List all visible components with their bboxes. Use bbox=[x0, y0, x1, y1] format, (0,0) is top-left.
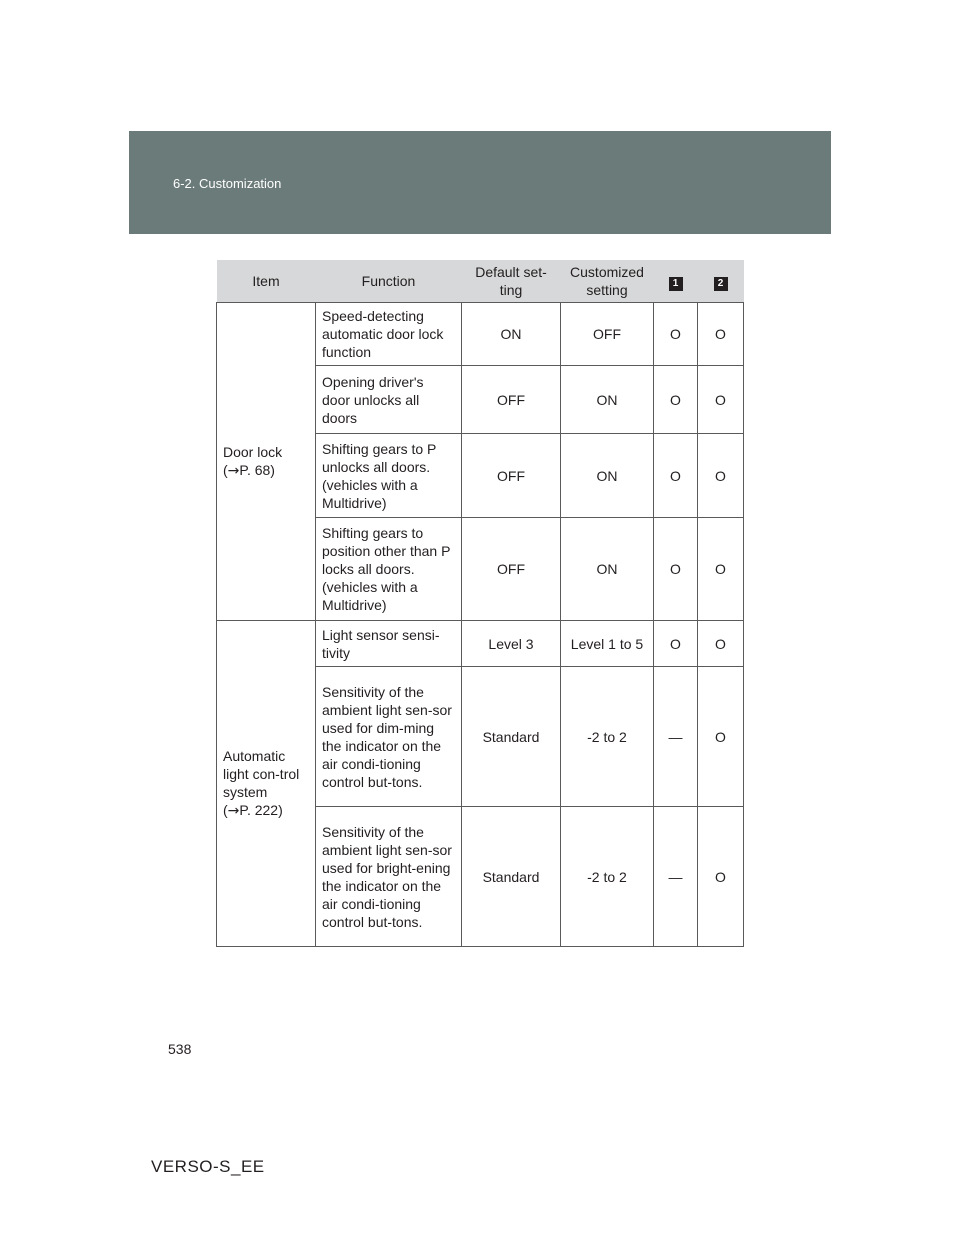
method1-cell: O bbox=[654, 366, 698, 434]
number-2-badge: 2 bbox=[714, 277, 728, 291]
method2-cell: O bbox=[698, 518, 744, 621]
number-1-badge: 1 bbox=[669, 277, 683, 291]
default-cell: OFF bbox=[462, 366, 561, 434]
method2-cell: O bbox=[698, 667, 744, 807]
custom-cell: ON bbox=[561, 434, 654, 518]
method2-cell: O bbox=[698, 303, 744, 366]
default-cell: Standard bbox=[462, 807, 561, 947]
function-cell: Sensitivity of the ambient light sen-sor used for bright-ening the indicator on the air condi-tioning control but-tons. bbox=[316, 807, 462, 947]
custom-cell: -2 to 2 bbox=[561, 807, 654, 947]
method2-cell: O bbox=[698, 434, 744, 518]
item-cell-automatic-light-control: Automatic light con-trol system (→P. 222) bbox=[217, 621, 316, 947]
default-cell: ON bbox=[462, 303, 561, 366]
item-name: Automatic light con-trol system bbox=[223, 748, 300, 800]
header-function: Function bbox=[316, 260, 462, 303]
default-cell: Standard bbox=[462, 667, 561, 807]
custom-cell: OFF bbox=[561, 303, 654, 366]
arrow-icon: → bbox=[227, 803, 240, 819]
method1-cell: O bbox=[654, 621, 698, 667]
method1-cell: O bbox=[654, 303, 698, 366]
function-cell: Shifting gears to position other than P locks all doors. (vehicles with a Multidrive) bbox=[316, 518, 462, 621]
function-cell: Opening driver's door unlocks all doors bbox=[316, 366, 462, 434]
header-customized-setting: Customized setting bbox=[561, 260, 654, 303]
document-code: VERSO-S_EE bbox=[151, 1157, 265, 1176]
method1-cell: O bbox=[654, 434, 698, 518]
method2-cell: O bbox=[698, 807, 744, 947]
table-row bbox=[217, 303, 744, 366]
default-cell: OFF bbox=[462, 518, 561, 621]
item-ref: P. 222) bbox=[239, 802, 283, 818]
item-ref: P. 68) bbox=[239, 462, 275, 478]
method1-cell: — bbox=[654, 667, 698, 807]
function-cell: Sensitivity of the ambient light sen-sor used for dim-ming the indicator on the air condi-tioning control but-tons. bbox=[316, 667, 462, 807]
function-cell: Speed-detecting automatic door lock function bbox=[316, 303, 462, 366]
section-title: 6-2. Customization bbox=[173, 176, 282, 191]
table-header-row bbox=[217, 260, 744, 303]
item-name: Door lock bbox=[223, 444, 283, 460]
custom-cell: ON bbox=[561, 518, 654, 621]
header-item: Item bbox=[217, 260, 316, 303]
default-cell: OFF bbox=[462, 434, 561, 518]
arrow-icon: → bbox=[227, 463, 240, 479]
item-cell-door-lock: Door lock (→P. 68) bbox=[217, 303, 316, 621]
function-cell: Light sensor sensi-tivity bbox=[316, 621, 462, 667]
header-method-2 bbox=[698, 260, 744, 303]
custom-cell: Level 1 to 5 bbox=[561, 621, 654, 667]
header-default-setting: Default set- ting bbox=[462, 260, 561, 303]
customization-table bbox=[216, 260, 744, 947]
chapter-header-band bbox=[129, 131, 831, 234]
method1-cell: O bbox=[654, 518, 698, 621]
method1-cell: — bbox=[654, 807, 698, 947]
default-cell: Level 3 bbox=[462, 621, 561, 667]
page-number: 538 bbox=[168, 1041, 192, 1057]
header-method-1 bbox=[654, 260, 698, 303]
method2-cell: O bbox=[698, 366, 744, 434]
method2-cell: O bbox=[698, 621, 744, 667]
function-cell: Shifting gears to P unlocks all doors. (vehicles with a Multidrive) bbox=[316, 434, 462, 518]
custom-cell: ON bbox=[561, 366, 654, 434]
custom-cell: -2 to 2 bbox=[561, 667, 654, 807]
table-row bbox=[217, 621, 744, 667]
